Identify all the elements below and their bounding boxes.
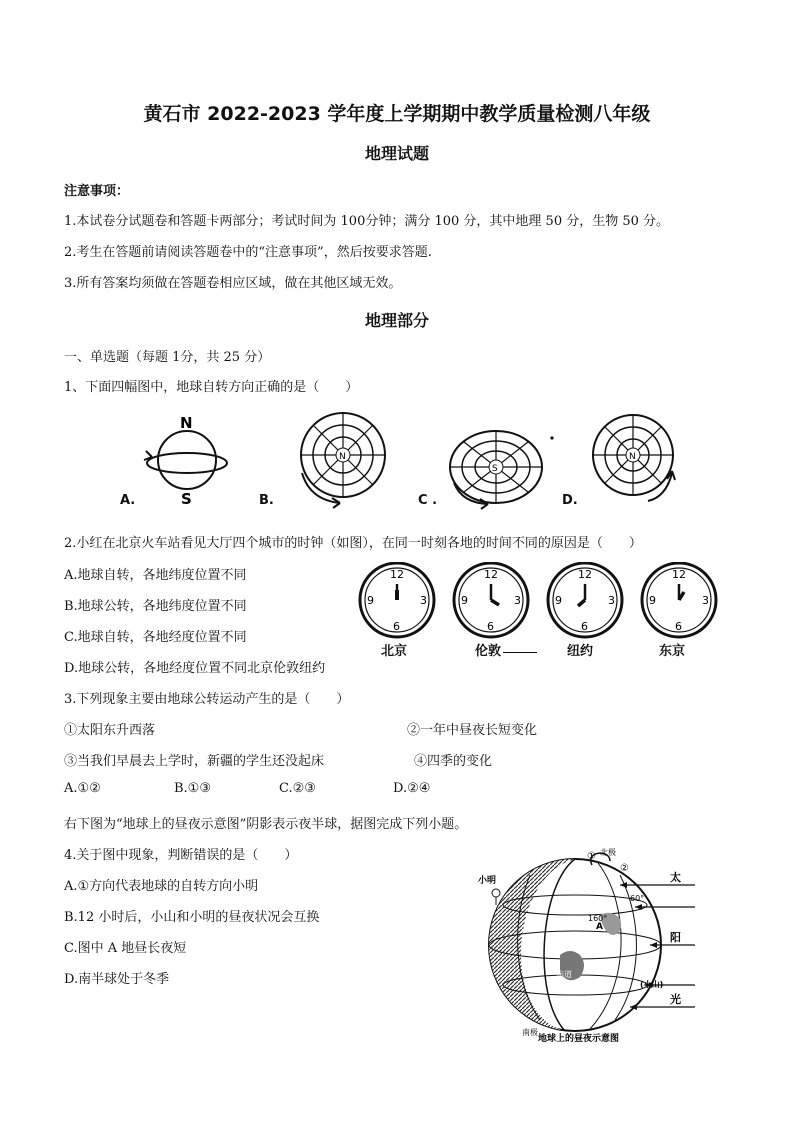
- sun-char-1: 太: [670, 871, 681, 884]
- svg-text:9: 9: [461, 594, 468, 607]
- q2-option-d: D.地球公转，各地经度位置不同北京伦敦纽约: [64, 661, 326, 676]
- q1-figures: [60, 405, 740, 515]
- q1-label-d: D.: [562, 493, 578, 508]
- longitude-60: 60°: [630, 894, 645, 903]
- q4-option-c: C.图中 A 地昼长夜短: [64, 941, 187, 956]
- pole-n-a: N: [180, 414, 193, 432]
- q2-stem: 2.小红在北京火车站看见大厅四个城市的时钟（如图），在同一时刻各地的时间不同的原因是（ ）: [64, 536, 642, 551]
- city-newyork: 纽约: [567, 644, 594, 659]
- q2-clocks: [356, 562, 722, 642]
- clock-london: [454, 563, 528, 637]
- pole-s-a: S: [181, 490, 192, 508]
- city-beijing: 北京: [381, 644, 408, 659]
- svg-text:12: 12: [390, 568, 404, 581]
- q2-option-a: A.地球自转，各地纬度位置不同: [64, 568, 247, 583]
- arrow-2-label: ②: [620, 863, 629, 874]
- q1-stem: 1、下面四幅图中，地球自转方向正确的是（ ）: [64, 380, 359, 395]
- clock-beijing: [360, 563, 434, 637]
- svg-text:9: 9: [555, 594, 562, 607]
- polar-view-c: [450, 431, 554, 509]
- city-london: 伦敦: [475, 644, 502, 659]
- svg-text:9: 9: [367, 594, 374, 607]
- q1-label-c: C .: [418, 493, 438, 508]
- north-pole-label: 北极: [600, 848, 616, 857]
- svg-text:12: 12: [484, 568, 498, 581]
- svg-text:3: 3: [702, 594, 709, 607]
- city-tokyo: 东京: [659, 644, 686, 659]
- q4-stem: 4.关于图中现象，判断错误的是（ ）: [64, 848, 298, 863]
- q3-stem: 3.下列现象主要由地球公转运动产生的是（ ）: [64, 692, 350, 707]
- polar-view-b: [301, 413, 385, 508]
- globe-a: [144, 414, 227, 508]
- q4-option-a: A.①方向代表地球的自转方向小明: [64, 879, 259, 894]
- svg-text:12: 12: [578, 568, 592, 581]
- exam-subtitle: 地理试题: [364, 144, 429, 163]
- svg-text:9: 9: [649, 594, 656, 607]
- svg-text:3: 3: [514, 594, 521, 607]
- svg-text:6: 6: [393, 620, 400, 633]
- q3-option-a: A.①②: [64, 781, 101, 796]
- south-pole-label: 南极: [522, 1028, 538, 1037]
- polar-view-d: [593, 415, 675, 501]
- sun-char-2: 阳: [670, 931, 681, 944]
- notice-item-3: 3.所有答案均须做在答题卷相应区域，做在其他区域无效。: [64, 276, 402, 291]
- section-title: 地理部分: [364, 311, 429, 330]
- svg-text:3: 3: [608, 594, 615, 607]
- svg-text:12: 12: [672, 568, 686, 581]
- day-night-globe-figure: [470, 845, 700, 1045]
- q2-option-b: B.地球公转，各地纬度位置不同: [64, 599, 247, 614]
- q1-label-b: B.: [259, 493, 274, 508]
- intro-text: 右下图为“地球上的昼夜示意图”阴影表示夜半球，据图完成下列小题。: [64, 817, 468, 832]
- pole-c: S: [492, 464, 498, 474]
- sun-char-3: 光: [670, 993, 681, 1006]
- q3-option-b: B.①③: [174, 781, 211, 796]
- globe-caption: 地球上的昼夜示意图: [538, 1034, 620, 1044]
- notice-item-1: 1.本试卷分试题卷和答题卡两部分；考试时间为 100分钟；满分 100 分，其中地理 50 分，生物 50 分。: [64, 214, 670, 229]
- arrow-1-label: ①: [587, 851, 596, 862]
- pole-d: N: [629, 452, 636, 462]
- q3-option-c: C.②③: [279, 781, 316, 796]
- q3-item-1: ①太阳东升西落: [64, 723, 156, 738]
- person-xiaoming: 小明: [478, 876, 497, 886]
- exam-title: 黄石市 2022-2023 学年度上学期期中教学质量检测八年级: [143, 103, 651, 125]
- q1-label-a: A.: [120, 493, 136, 508]
- person-xiaoshan: (小山): [640, 980, 664, 989]
- q3-option-d: D.②④: [393, 781, 431, 796]
- q3-item-3: ③当我们早晨去上学时，新疆的学生还没起床: [64, 754, 325, 769]
- q3-item-4: ④四季的变化: [414, 754, 493, 769]
- longitude-160: 160°: [588, 914, 608, 923]
- pole-b: N: [339, 452, 346, 462]
- city-divider: [503, 652, 537, 653]
- clock-newyork: [548, 563, 622, 637]
- svg-text:6: 6: [487, 620, 494, 633]
- notice-item-2: 2.考生在答题前请阅读答题卷中的“注意事项”，然后按要求答题.: [64, 245, 432, 260]
- notice-heading: 注意事项：: [64, 184, 130, 199]
- point-a: A: [596, 922, 603, 932]
- part-heading: 一、单选题（每题 1分，共 25 分）: [64, 350, 271, 365]
- person-icon: [492, 889, 500, 897]
- svg-text:6: 6: [581, 620, 588, 633]
- equator-label: 赤道: [556, 970, 572, 979]
- svg-text:3: 3: [420, 594, 427, 607]
- q4-option-d: D.南半球处于冬季: [64, 972, 170, 987]
- q2-option-c: C.地球自转，各地经度位置不同: [64, 630, 247, 645]
- q3-item-2: ②一年中昼夜长短变化: [407, 723, 538, 738]
- q4-option-b: B.12 小时后，小山和小明的昼夜状况会互换: [64, 910, 320, 925]
- svg-text:6: 6: [675, 620, 682, 633]
- clock-tokyo: [642, 563, 716, 637]
